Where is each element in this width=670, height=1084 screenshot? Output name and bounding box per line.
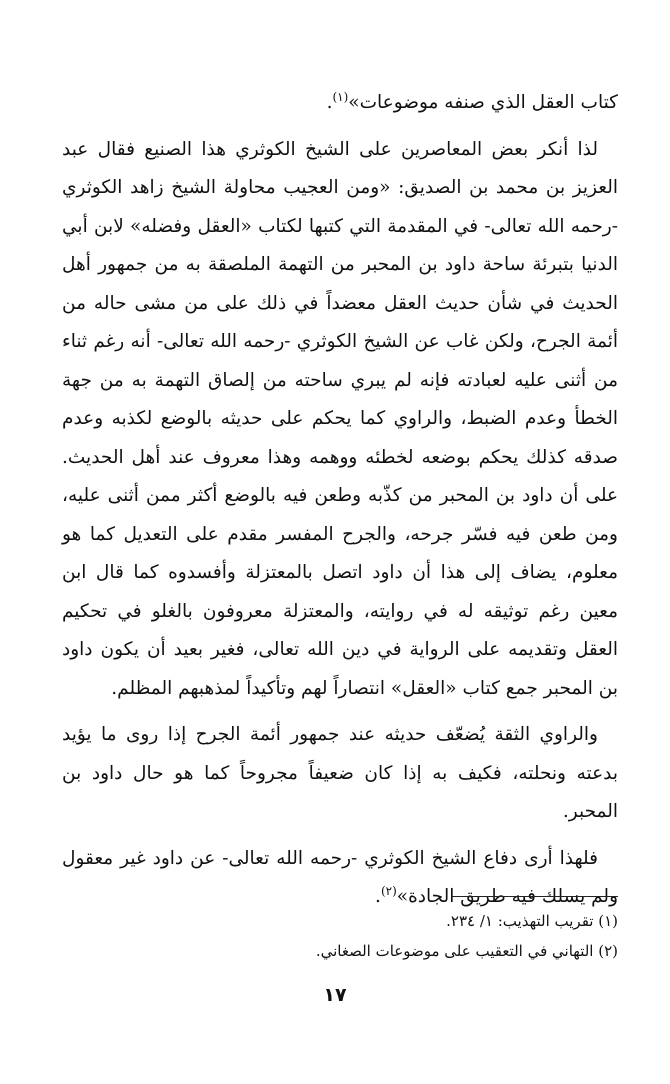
footnote-separator [452,896,618,897]
paragraph-text: لذا أنكر بعض المعاصرين على الشيخ الكوثري هذا الصنيع فقال عبد العزيز بن محمد بن الصديق: «ومن العجيب محاولة الشيخ زاهد الكوثري -رحمه الله تعالى- في المقدمة التي كتبها لكتاب «العقل وفضله» لابن أبي الدنيا بتبرئة ساحة داود بن المحبر من التهمة الملصقة به من جمهور أهل الحديث في شأن حديث العقل معضداً في ذلك على من مشى حاله من أئمة الجرح، ولكن غاب عن الشيخ الكوثري -رحمه الله تعالى- أنه رغم ثناء من أثنى عليه لعبادته فإنه لم يبري ساحته من إلصاق التهمة به من جهة الخطأ وعدم الضبط، والراوي كما يحكم على حديثه بالوضع لكذبه وعدم صدقه كذلك يحكم بوضعه لخطئه ووهمه وهذا معروف عند أهل الحديث. على أن داود بن المحبر من كذّبه وطعن فيه بالوضع أكثر ممن أثنى عليه، ومن طعن فيه فسّر جرحه، والجرح المفسر مقدم على التعديل كما هو معلوم، يضاف إلى هذا أن داود اتصل بالمعتزلة وأفسدوه كما قال ابن معين رغم توثيقه له في روايته، والمعتزلة معروفون بالغلو في تحكيم العقل وتقديمه على الرواية في دين الله تعالى، فغير بعيد أن يكون داود بن المحبر جمع كتاب «العقل» انتصاراً لهم وتأكيداً لمذهبهم المظلم. [62,138,618,699]
paragraph-3 [62,716,618,832]
paragraph-4 [62,840,618,917]
footnote-2: (٢) التهاني في التعقيب على موضوعات الصغاني. [315,942,618,960]
paragraph-tail: . [375,886,381,907]
footnote-1: (١) تقريب التهذيب: ١/ ٢٣٤. [446,912,618,930]
page-number: ١٧ [323,984,347,1006]
paragraph-text: فلهذا أرى دفاع الشيخ الكوثري -رحمه الله تعالى- عن داود غير معقول ولم يسلك فيه طريق الجادة» [62,847,618,907]
paragraph-tail: . [326,92,333,113]
footnotes [62,906,618,966]
paragraph-text: والراوي الثقة يُضعّف حديثه عند جمهور أئمة الجرح إذا روى ما يؤيد بدعته ونحلته، فكيف به إذا كان ضعيفاً مجروحاً كما هو حال داود بن المحبر. [62,724,618,822]
paragraph-text: كتاب العقل الذي صنفه موضوعات» [348,92,618,113]
paragraph-1 [62,84,618,123]
paragraph-2 [62,131,618,709]
main-text [62,84,618,925]
footnote-reference-2: (٢) [380,883,397,898]
footnote-reference-1: (١) [332,89,349,104]
